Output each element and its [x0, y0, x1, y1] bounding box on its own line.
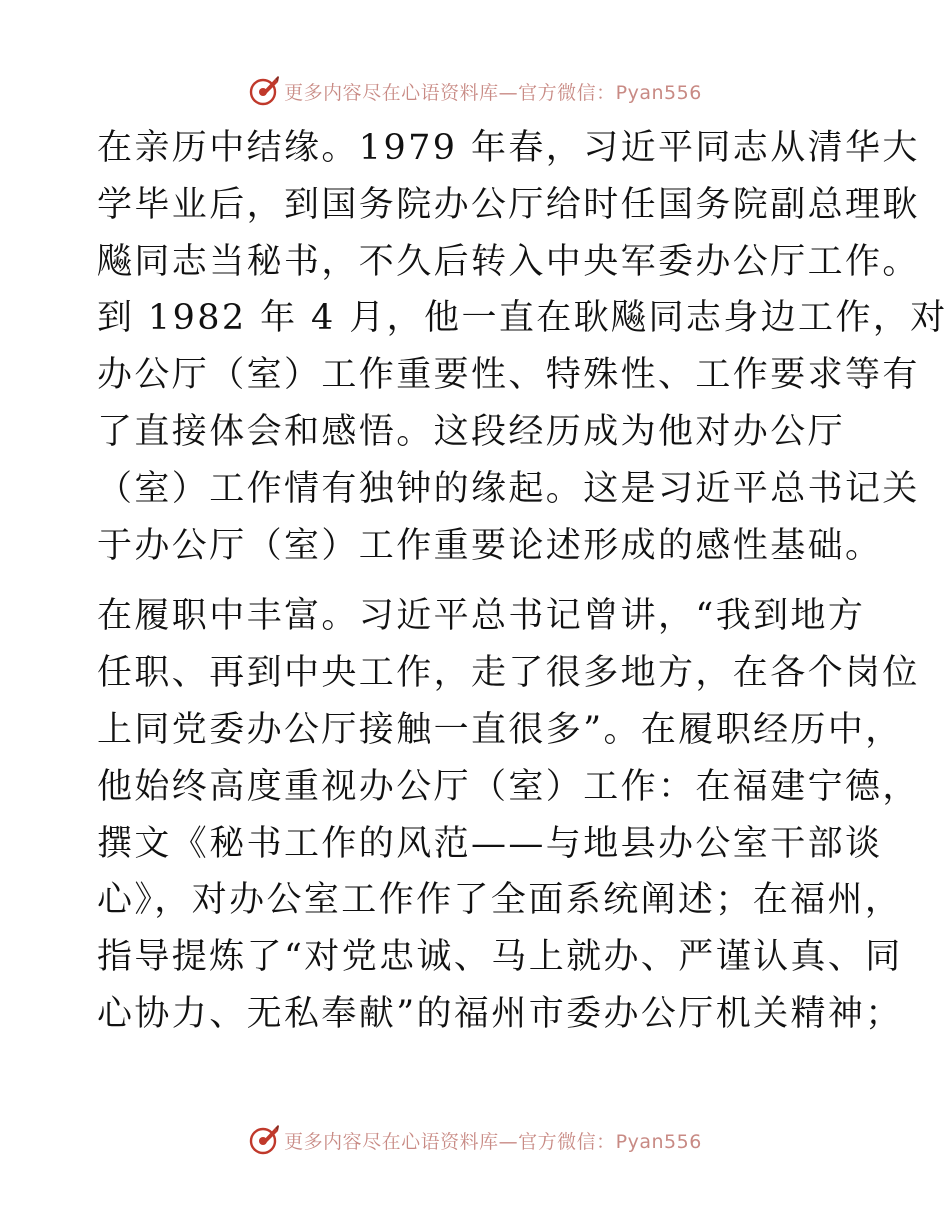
- document-body: [97, 120, 948, 1043]
- header-banner-inner: [248, 75, 702, 107]
- text-line: 指导提炼了“对党忠诚、马上就办、严谨认真、同: [97, 937, 903, 978]
- text-line: 在亲历中结缘。1979 年春，习近平同志从清华大: [97, 128, 920, 168]
- footer-banner-text: 更多内容尽在心语资料库—官方微信：Pyan556: [284, 1130, 702, 1153]
- header-banner-text: 更多内容尽在心语资料库—官方微信：Pyan556: [284, 81, 702, 104]
- text-line: 在履职中丰富。习近平总书记曾讲，“我到地方: [97, 596, 866, 637]
- text-line: （室）工作情有独钟的缘起。这是习近平总书记关: [97, 468, 920, 509]
- text-line: 办公厅（室）工作重要性、特殊性、工作要求等有: [97, 355, 920, 396]
- pen-logo-icon: [248, 1124, 280, 1156]
- text-line: 飚同志当秘书，不久后转入中央军委办公厅工作。: [97, 241, 920, 282]
- text-line: 于办公厅（室）工作重要论述形成的感性基础。: [97, 525, 883, 566]
- text-line: 心协力、无私奉献”的福州市委办公厅机关精神；: [97, 993, 903, 1034]
- footer-banner-inner: [248, 1124, 702, 1156]
- text-line: 学毕业后，到国务院办公厅给时任国务院副总理耿: [97, 184, 920, 225]
- text-line: 到 1982 年 4 月，他一直在耿飚同志身边工作，对: [97, 298, 948, 339]
- text-line: 了直接体会和感悟。这段经历成为他对办公厅: [97, 411, 846, 452]
- text-line: 心》，对办公室工作作了全面系统阐述；在福州，: [97, 880, 903, 921]
- pen-logo-icon: [248, 75, 280, 107]
- paragraph-1: [97, 120, 948, 574]
- text-line: 上同党委办公厅接触一直很多”。在履职经历中，: [97, 709, 903, 750]
- text-line: 他始终高度重视办公厅（室）工作：在福建宁德，: [97, 766, 920, 807]
- footer-banner: [0, 1120, 950, 1160]
- header-banner: [0, 71, 950, 111]
- text-line: 任职、再到中央工作，走了很多地方，在各个岗位: [97, 653, 920, 694]
- paragraph-2: [97, 588, 920, 1042]
- text-line: 撰文《秘书工作的风范——与地县办公室干部谈: [97, 823, 883, 864]
